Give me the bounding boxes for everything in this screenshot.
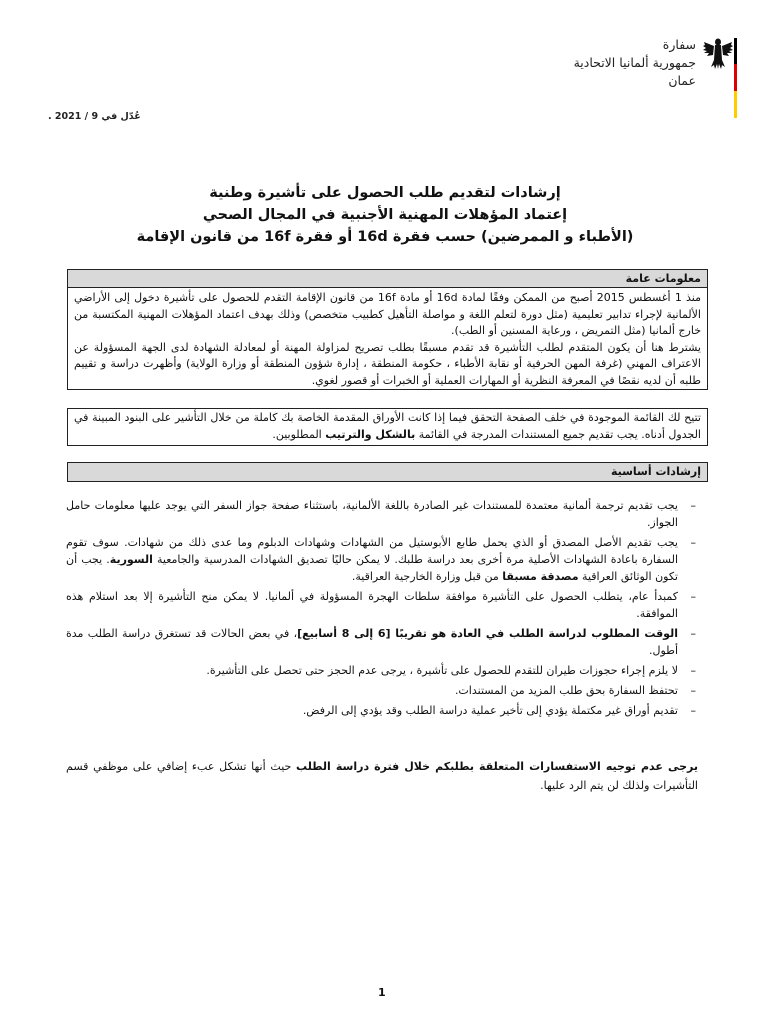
item-text: يجب تقديم ترجمة ألمانية معتمدة للمستندات غير الصادرة باللغة الألمانية، باستثناء صفحة جواز السفر التي يوجد عليها معلومات حامل الجواز. [66, 499, 678, 529]
inquiry-warning [66, 757, 698, 795]
general-info-paragraph-1: منذ 1 أغسطس 2015 أصبح من الممكن وفقًا لمادة 16d أو مادة 16f من قانون الإقامة التقدم للحصول على تأشيرة دخول إلى الأراضي الألمانية لإجراء تدابير تعليمية (مثل دورة لتعلم اللغة و مواصلة التأهيل كطبيب متخصص) وذلك بهدف اعتماد المؤهلات المهنية المكتسبة من خارج ألمانيا (مثل التمريض ، ورعاية المسنين أو الطب). [74, 291, 701, 337]
document-titles [60, 182, 710, 248]
inquiry-warning-bold: يرجى عدم توجيه الاستفسارات المتعلقة بطلبكم خلال فترة دراسة الطلب [296, 760, 698, 773]
list-item [66, 497, 696, 531]
dash-bullet: – [690, 590, 696, 603]
list-item [66, 625, 696, 659]
general-info-paragraph-2: يشترط هنا أن يكون المتقدم لطلب التأشيرة قد تقدم مسبقًا بطلب تصريح لمزاولة المهنة أو لمعادلة الشهادة لدى الجهة المسؤولة عن الاعتراف المهني (غرفة المهن الحرفية أو نقابة الأطباء ، حكومة المنطقة ، إدارة شؤون المنطقة أو وزارة الولاية) وأظهرت دراسة و تقييم طلبه أن لديه نقصًا في المعرفة النظرية أو المهارات العملية أو الخبرات أو قصور لغوي. [74, 340, 701, 387]
item-bold: مصدقة مسبقا [502, 570, 579, 583]
list-item [66, 534, 696, 585]
item-text: . يجب أن تكون الوثائق العراقية [66, 553, 678, 583]
embassy-line-3: عمان [668, 73, 696, 88]
note-text-a: تتيح لك القائمة الموجودة في خلف الصفحة التحقق فيما إذا كانت الأوراق المقدمة الخاصة بك كاملة من خلال التأشير على البنود المبينة في الجدول أدناه. يجب تقديم جميع المستندات المدرجة في القائمة [74, 411, 701, 441]
title-line-3: (الأطباء و الممرضين) حسب فقرة 16d أو فقرة 16f من قانون الإقامة [136, 229, 634, 245]
list-item [66, 682, 696, 699]
general-info-heading: معلومات عامة [68, 270, 707, 288]
dash-bullet: – [690, 664, 696, 677]
item-bold: السورية [109, 553, 153, 566]
note-text-b: المطلوبين. [272, 427, 326, 441]
revision-date: عُدّل في 9 / 2021 . [48, 111, 141, 122]
item-text: تقديم أوراق غير مكتملة يؤدي إلى تأخير عملية دراسة الطلب وقد يؤدي إلى الرفض. [302, 704, 678, 717]
item-bold: الوقت المطلوب لدراسة الطلب في العادة هو تقريبًا [6 إلى 8 أسابيع] [297, 627, 678, 640]
dash-bullet: – [690, 684, 696, 697]
basics-heading-box [67, 462, 708, 482]
page-number: 1 [378, 986, 386, 999]
inquiry-warning-text: حيث أنها تشكل عبء إضافي على موظفي قسم التأشيرات ولذلك لن يتم الرد عليها. [66, 760, 698, 792]
general-info-box [67, 269, 708, 390]
list-item [66, 662, 696, 679]
federal-eagle-icon [702, 36, 734, 72]
note-bold: بالشكل والترتيب [325, 427, 416, 441]
basics-heading: إرشادات أساسية [68, 463, 707, 481]
dash-bullet: – [690, 704, 696, 717]
item-text: ، في بعض الحالات قد تستغرق دراسة الطلب مدة أطول. [66, 627, 678, 657]
dash-bullet: – [690, 536, 696, 549]
item-text: تحتفظ السفارة بحق طلب المزيد من المستندات. [454, 684, 678, 697]
item-text: لا يلزم إجراء حجوزات طيران للتقدم للحصول على تأشيرة ، يرجى عدم الحجز حتى تحصل على التأشيرة. [206, 664, 678, 677]
checklist-note-box [67, 408, 708, 446]
item-text: يجب تقديم الأصل المصدق أو الذي يحمل طابع الأبوستيل من الشهادات وشهادات الدبلوم وما عدى ذلك من شهادات. سوف تقوم السفارة باعادة الشهادات الأصلية مرة أخرى بعد دراسة طلبك. لا يمكن حاليًا تصديق الشهادات المدرسية والجامعية [66, 536, 678, 566]
german-flag-strip [734, 38, 737, 118]
general-info-body [68, 288, 707, 393]
title-line-1: إرشادات لتقديم طلب الحصول على تأشيرة وطنية [209, 185, 561, 201]
list-item [66, 588, 696, 622]
embassy-line-1: سفارة [662, 37, 696, 52]
item-text: كمبدأ عام، يتطلب الحصول على التأشيرة موافقة سلطات الهجرة المسؤولة في ألمانيا. لا يمكن منح التأشيرة إلا بعد استلام هذه الموافقة. [66, 590, 678, 620]
basics-list [66, 497, 696, 722]
item-text: من قبل وزارة الخارجية العراقية. [351, 570, 503, 583]
dash-bullet: – [690, 499, 696, 512]
title-line-2: إعتماد المؤهلات المهنية الأجنبية في المجال الصحي [202, 207, 568, 223]
embassy-name [574, 36, 696, 90]
embassy-line-2: جمهورية ألمانيا الاتحادية [573, 55, 696, 70]
list-item [66, 702, 696, 719]
dash-bullet: – [690, 627, 696, 640]
